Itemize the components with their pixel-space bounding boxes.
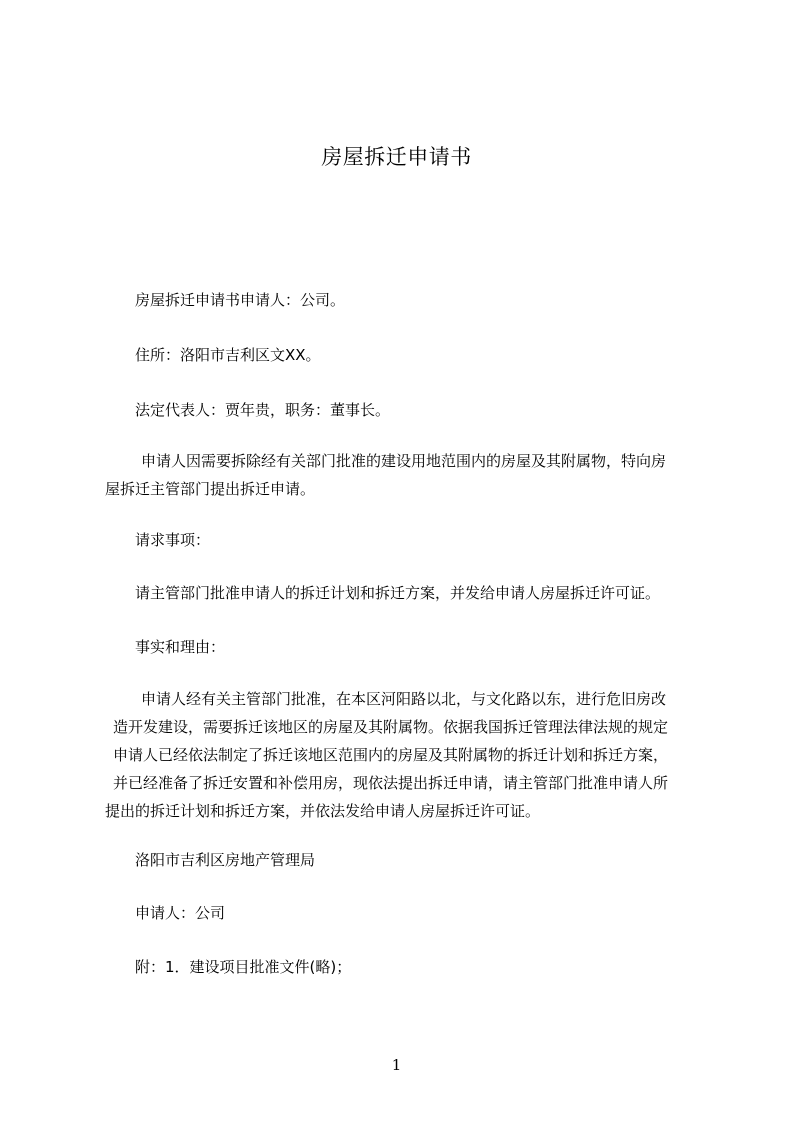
facts-line: 提出的拆迁计划和拆迁方案，并依法发给申请人房屋拆迁许可证。	[105, 802, 541, 820]
facts-line: 并已经准备了拆迁安置和补偿用房，现依法提出拆迁申请，请主管部门批准申请人所	[113, 774, 669, 792]
address-line: 住所：洛阳市吉利区文XX。	[135, 346, 321, 364]
intro-paragraph	[105, 447, 715, 503]
request-heading: 请求事项：	[135, 531, 211, 549]
signature-line: 申请人：公司	[135, 904, 226, 922]
intro-line: 屋拆迁主管部门提出拆迁申请。	[105, 480, 316, 498]
attachment-line: 附：1．建设项目批准文件(略)；	[135, 958, 352, 976]
facts-heading: 事实和理由：	[135, 638, 226, 656]
request-body: 请主管部门批准申请人的拆迁计划和拆迁方案，并发给申请人房屋拆迁许可证。	[135, 584, 661, 602]
intro-line: 申请人因需要拆除经有关部门批准的建设用地范围内的房屋及其附属物，特向房	[141, 452, 667, 470]
facts-line: 造开发建设，需要拆迁该地区的房屋及其附属物。依据我国拆迁管理法律法规的规定	[113, 718, 669, 736]
page-number: 1	[391, 1056, 402, 1074]
facts-line: 申请人已经依法制定了拆迁该地区范围内的房屋及其附属物的拆迁计划和拆迁方案，	[113, 746, 669, 764]
applicant-line: 房屋拆迁申请书申请人：公司。	[135, 291, 346, 309]
recipient-line: 洛阳市吉利区房地产管理局	[135, 851, 316, 869]
facts-line: 申请人经有关主管部门批准，在本区河阳路以北，与文化路以东，进行危旧房改	[141, 690, 667, 708]
document-title: 房屋拆迁申请书	[321, 145, 472, 169]
legal-representative-line: 法定代表人：贾年贵，职务：董事长。	[135, 401, 391, 419]
facts-paragraph	[105, 685, 715, 825]
